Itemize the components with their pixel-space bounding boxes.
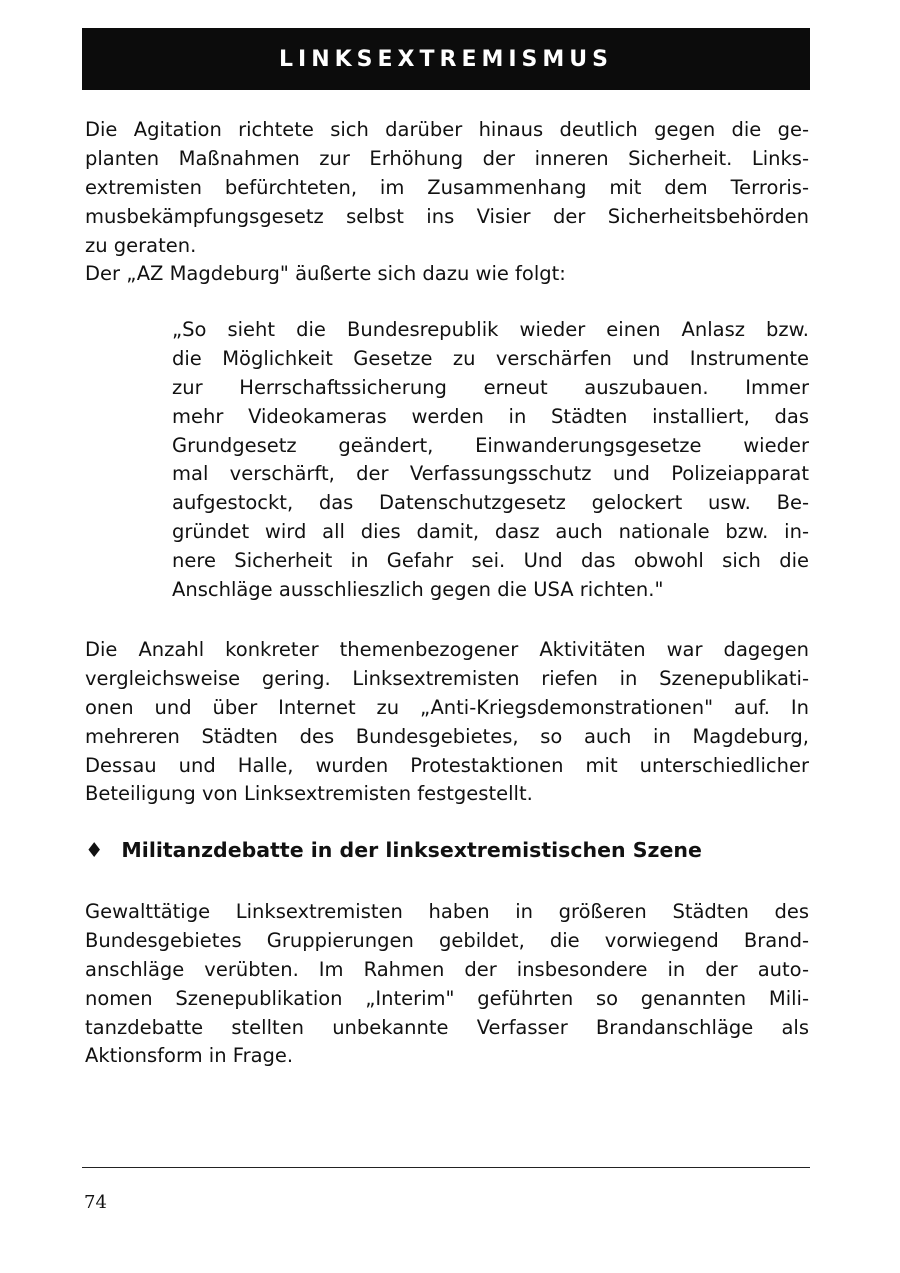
text-line: zu geraten.	[85, 233, 197, 257]
text-line: gründet wird all dies damit, dasz auch nationale bzw. in-	[172, 520, 809, 544]
text-line: planten Maßnahmen zur Erhöhung der inneren Sicherheit. Links-	[85, 146, 809, 170]
text-line: nomen Szenepublikation „Interim" geführten so genannten Mili-	[85, 986, 809, 1010]
block-quote	[172, 316, 809, 605]
text-line: Aktionsform in Frage.	[85, 1044, 294, 1068]
text-line: vergleichsweise gering. Linksextremisten riefen in Szenepublikati-	[85, 666, 809, 690]
text-line: zur Herrschaftssicherung erneut auszubauen. Immer	[172, 375, 809, 399]
text-line: Anschläge ausschlieszlich gegen die USA richten."	[172, 578, 664, 602]
text-line: Beteiligung von Linksextremisten festgestellt.	[85, 782, 533, 806]
text-line: mehr Videokameras werden in Städten installiert, das	[172, 404, 809, 428]
section-title: LINKSEXTREMISMUS	[279, 46, 613, 72]
text-line: „So sieht die Bundesrepublik wieder einen Anlasz bzw.	[172, 318, 809, 341]
diamond-bullet-icon: ♦	[85, 838, 104, 862]
footer-divider	[82, 1167, 810, 1168]
text-line: Der „AZ Magdeburg" äußerte sich dazu wie folgt:	[85, 262, 566, 286]
text-line: anschläge verübten. Im Rahmen der insbesondere in der auto-	[85, 957, 809, 981]
text-line: die Möglichkeit Gesetze zu verschärfen und Instrumente	[172, 346, 809, 370]
paragraph-2	[85, 636, 809, 809]
text-line: aufgestockt, das Datenschutzgesetz gelockert usw. Be-	[172, 491, 809, 515]
text-line: Gewalttätige Linksextremisten haben in größeren Städten des	[85, 900, 809, 923]
paragraph-3	[85, 898, 809, 1071]
text-line: nere Sicherheit in Gefahr sei. Und das obwohl sich die	[172, 549, 809, 573]
text-line: tanzdebatte stellten unbekannte Verfasser Brandanschläge als	[85, 1015, 809, 1039]
text-line: musbekämpfungsgesetz selbst ins Visier der Sicherheitsbehörden	[85, 204, 809, 228]
section-heading	[85, 838, 702, 862]
paragraph-1	[85, 116, 809, 289]
text-line: mal verschärft, der Verfassungsschutz und Polizeiapparat	[172, 462, 809, 486]
page-number: 74	[84, 1192, 107, 1213]
text-line: Grundgesetz geändert, Einwanderungsgesetze wieder	[172, 433, 809, 457]
text-line: Bundesgebietes Gruppierungen gebildet, die vorwiegend Brand-	[85, 928, 809, 952]
section-heading-text: Militanzdebatte in der linksextremistischen Szene	[121, 838, 702, 862]
text-line: extremisten befürchteten, im Zusammenhang mit dem Terroris-	[85, 175, 809, 199]
text-line: Die Anzahl konkreter themenbezogener Aktivitäten war dagegen	[85, 638, 809, 661]
text-line: onen und über Internet zu „Anti-Kriegsdemonstrationen" auf. In	[85, 695, 809, 719]
text-line: Dessau und Halle, wurden Protestaktionen mit unterschiedlicher	[85, 753, 809, 777]
text-line: Die Agitation richtete sich darüber hinaus deutlich gegen die ge-	[85, 118, 809, 141]
text-line: mehreren Städten des Bundesgebietes, so auch in Magdeburg,	[85, 724, 809, 748]
section-header	[82, 28, 810, 90]
